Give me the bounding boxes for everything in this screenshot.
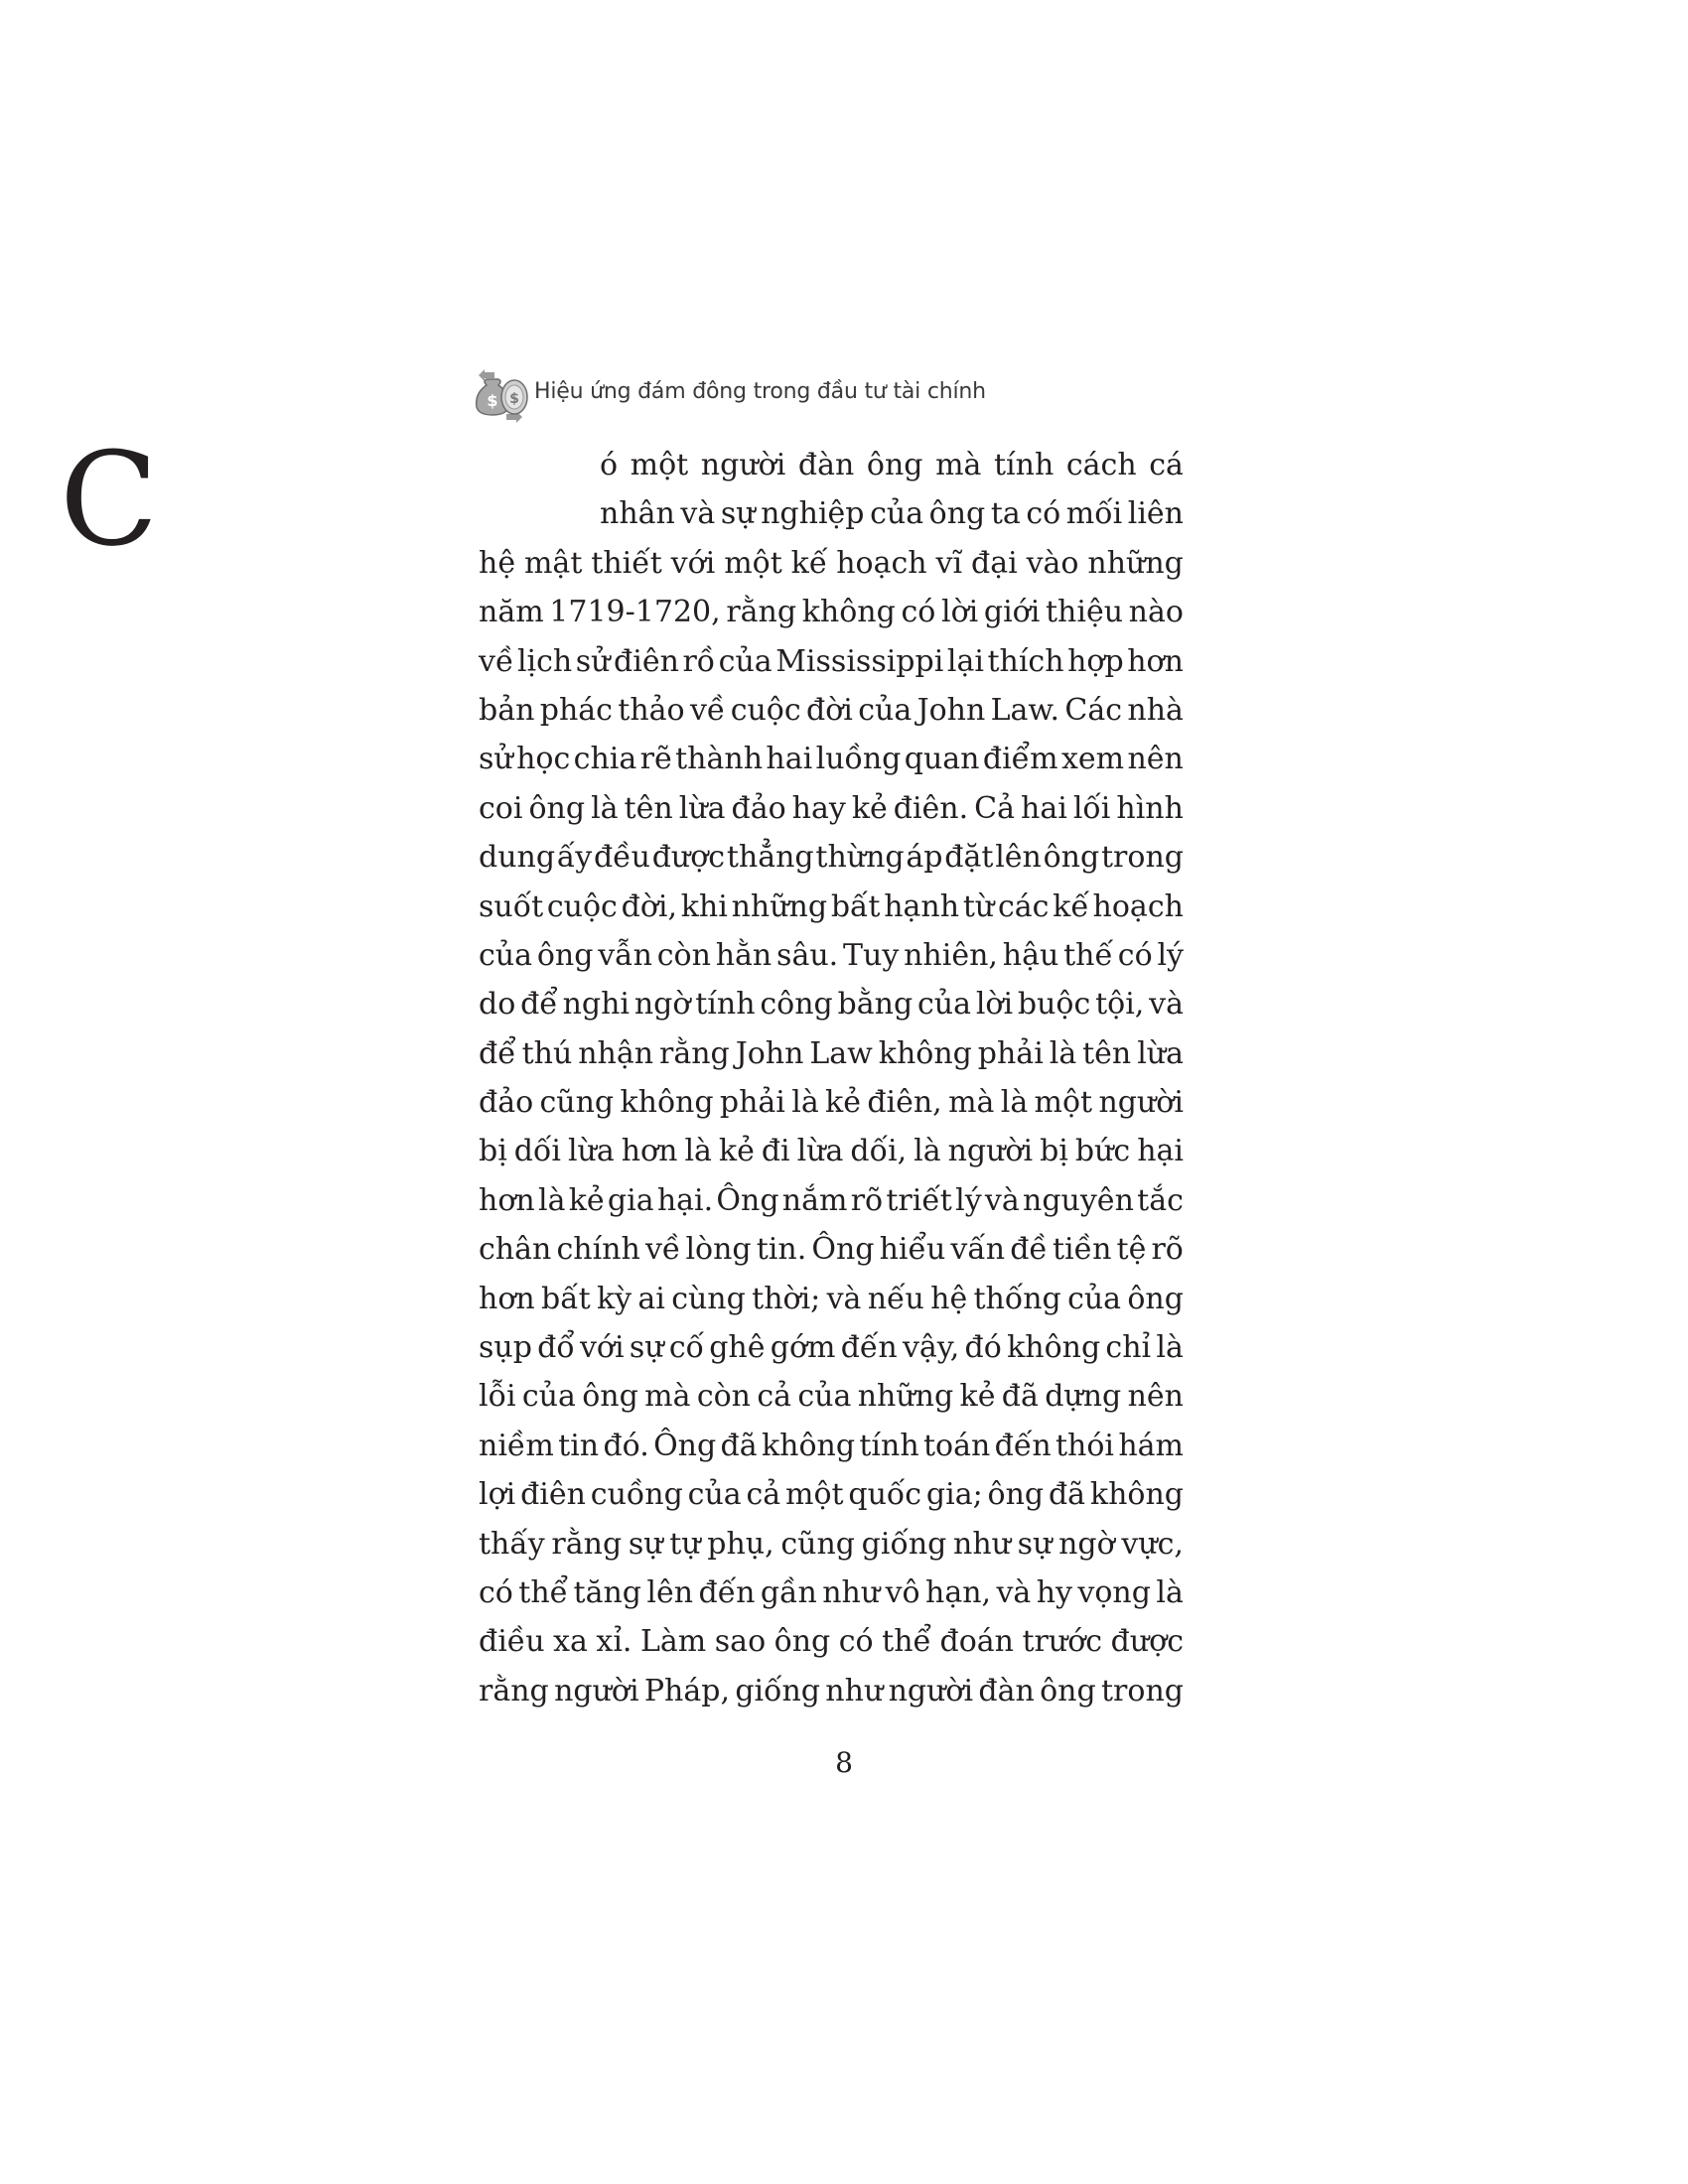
text-line: nhân và sự nghiệp của ông ta có mối liên (600, 496, 1184, 532)
text-line: điều xa xỉ. Làm sao ông có thể đoán trước được (479, 1624, 1184, 1660)
text-line: bị dối lừa hơn là kẻ đi lừa dối, là người bị bức hại (479, 1134, 1184, 1169)
text-line: ó một người đàn ông mà tính cách cá (600, 448, 1184, 482)
text-line: có thể tăng lên đến gần như vô hạn, và hy vọng là (479, 1574, 1184, 1610)
svg-text:$: $ (509, 391, 519, 407)
text-line: về lịch sử điên rồ của Mississippi lại thích hợp hơn (479, 643, 1184, 679)
text-line: bản phác thảo về cuộc đời của John Law. Các nhà (479, 692, 1184, 728)
text-line: rằng người Pháp, giống như người đàn ông trong (479, 1673, 1184, 1708)
text-line: thấy rằng sự tự phụ, cũng giống như sự ngờ vực, (479, 1526, 1184, 1562)
text-line: sử học chia rẽ thành hai luồng quan điểm xem nên (479, 742, 1184, 777)
svg-text:$: $ (487, 391, 498, 410)
text-line: hệ mật thiết với một kế hoạch vĩ đại vào những (479, 545, 1184, 581)
text-line: niềm tin đó. Ông đã không tính toán đến thói hám (479, 1428, 1184, 1463)
text-line: sụp đổ với sự cố ghê gớm đến vậy, đó không chỉ là (479, 1330, 1184, 1366)
text-line: lỗi của ông mà còn cả của những kẻ đã dựng nên (479, 1379, 1184, 1415)
text-line: năm 1719-1720, rằng không có lời giới thiệu nào (479, 595, 1184, 630)
text-line: của ông vẫn còn hằn sâu. Tuy nhiên, hậu thế có lý (479, 937, 1184, 973)
text-line: do để nghi ngờ tính công bằng của lời buộc tội, và (479, 987, 1184, 1023)
text-line: dung ấy đều được thẳng thừng áp đặt lên ông trong (479, 840, 1184, 876)
drop-cap: C (60, 424, 159, 575)
text-line: hơn bất kỳ ai cùng thời; và nếu hệ thống của ông (479, 1281, 1184, 1316)
money-bag-coin-icon (473, 361, 532, 423)
text-line: hơn là kẻ gia hại. Ông nắm rõ triết lý và nguyên tắc (479, 1182, 1184, 1218)
running-title: Hiệu ứng đám đông trong đầu tư tài chính (534, 379, 986, 404)
text-line: chân chính về lòng tin. Ông hiểu vấn đề tiền tệ rõ (479, 1232, 1184, 1268)
text-line: đảo cũng không phải là kẻ điên, mà là một người (479, 1085, 1184, 1121)
text-line: lợi điên cuồng của cả một quốc gia; ông đã không (479, 1477, 1184, 1513)
body-paragraph (479, 441, 1184, 1715)
page-number: 8 (835, 1746, 853, 1779)
text-line: coi ông là tên lừa đảo hay kẻ điên. Cả hai lối hình (479, 790, 1184, 826)
running-header (473, 359, 1227, 429)
text-line: để thú nhận rằng John Law không phải là tên lừa (479, 1035, 1184, 1071)
text-line: suốt cuộc đời, khi những bất hạnh từ các kế hoạch (479, 888, 1184, 924)
